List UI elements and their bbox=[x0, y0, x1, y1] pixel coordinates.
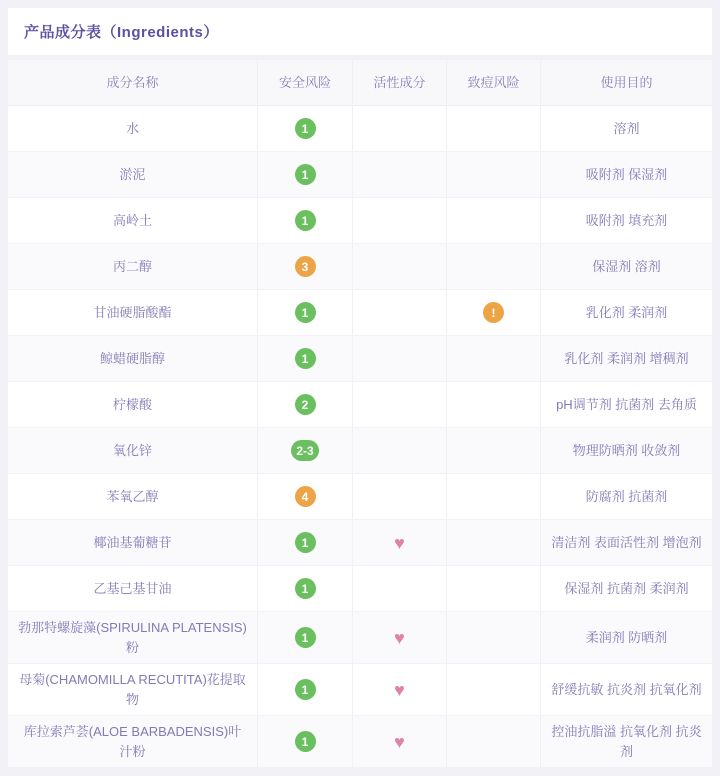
acne-risk-cell bbox=[447, 612, 541, 664]
safety-risk-cell bbox=[258, 198, 353, 244]
purpose-text: 清洁剂 表面活性剂 增泡剂 bbox=[551, 534, 702, 550]
ingredient-name: 苯氧乙醇 bbox=[106, 488, 159, 504]
ingredient-name-cell bbox=[8, 474, 258, 520]
table-row bbox=[8, 382, 712, 428]
active-ingredient-cell bbox=[353, 382, 447, 428]
active-ingredient-cell bbox=[353, 290, 447, 336]
ingredient-name: 水 bbox=[125, 120, 139, 136]
purpose-text: 乳化剂 柔润剂 bbox=[585, 304, 668, 320]
active-heart-icon: ♥ bbox=[394, 532, 405, 553]
safety-risk-cell bbox=[258, 152, 353, 198]
purpose-text: pH调节剂 抗菌剂 去角质 bbox=[556, 396, 697, 412]
active-ingredient-cell bbox=[353, 244, 447, 290]
active-ingredient-cell bbox=[353, 198, 447, 244]
safety-risk-cell bbox=[258, 474, 353, 520]
purpose-text: 溶剂 bbox=[613, 120, 640, 136]
table-row bbox=[8, 106, 712, 152]
purpose-cell bbox=[541, 520, 712, 566]
ingredient-name-cell bbox=[8, 106, 258, 152]
table-row bbox=[8, 290, 712, 336]
acne-risk-cell bbox=[447, 566, 541, 612]
purpose-cell bbox=[541, 336, 712, 382]
purpose-text: 舒缓抗敏 抗炎剂 抗氧化剂 bbox=[551, 681, 702, 697]
table-row bbox=[8, 428, 712, 474]
table-row bbox=[8, 612, 712, 664]
acne-risk-cell bbox=[447, 244, 541, 290]
active-ingredient-cell bbox=[353, 566, 447, 612]
column-header-acne: 致痘风险 bbox=[447, 60, 541, 106]
table-row bbox=[8, 198, 712, 244]
active-ingredient-cell bbox=[353, 612, 447, 664]
acne-risk-cell bbox=[447, 336, 541, 382]
table-body bbox=[8, 106, 712, 768]
ingredient-name: 乙基己基甘油 bbox=[93, 580, 172, 596]
purpose-cell bbox=[541, 244, 712, 290]
safety-risk-cell bbox=[258, 520, 353, 566]
ingredient-name-cell bbox=[8, 566, 258, 612]
safety-risk-cell bbox=[258, 244, 353, 290]
purpose-text: 物理防晒剂 收敛剂 bbox=[572, 442, 681, 458]
safety-risk-badge: 2-3 bbox=[291, 440, 318, 461]
active-ingredient-cell bbox=[353, 474, 447, 520]
active-ingredient-cell bbox=[353, 152, 447, 198]
ingredient-name: 丙二醇 bbox=[112, 258, 152, 274]
acne-risk-cell bbox=[447, 716, 541, 768]
active-ingredient-cell bbox=[353, 106, 447, 152]
purpose-cell bbox=[541, 612, 712, 664]
purpose-cell bbox=[541, 428, 712, 474]
ingredient-name: 甘油硬脂酸酯 bbox=[93, 304, 172, 320]
active-heart-icon: ♥ bbox=[394, 679, 405, 700]
safety-risk-badge: 1 bbox=[295, 627, 316, 648]
safety-risk-badge: 1 bbox=[295, 578, 316, 599]
ingredients-table bbox=[8, 60, 712, 768]
column-header-safety: 安全风险 bbox=[258, 60, 353, 106]
safety-risk-badge: 1 bbox=[295, 118, 316, 139]
acne-risk-cell bbox=[447, 198, 541, 244]
ingredient-name: 母菊(CHAMOMILLA RECUTITA)花提取物 bbox=[19, 672, 246, 707]
active-ingredient-cell bbox=[353, 428, 447, 474]
ingredient-name-cell bbox=[8, 664, 258, 716]
ingredient-name-cell bbox=[8, 612, 258, 664]
table-row bbox=[8, 474, 712, 520]
purpose-text: 乳化剂 柔润剂 增稠剂 bbox=[564, 350, 689, 366]
safety-risk-cell bbox=[258, 290, 353, 336]
purpose-cell bbox=[541, 664, 712, 716]
table-row bbox=[8, 566, 712, 612]
purpose-cell bbox=[541, 106, 712, 152]
acne-warning-icon: ! bbox=[483, 302, 504, 323]
ingredient-name-cell bbox=[8, 152, 258, 198]
ingredient-name: 高岭土 bbox=[112, 212, 152, 228]
ingredient-name: 椰油基葡糖苷 bbox=[93, 534, 172, 550]
table-row bbox=[8, 336, 712, 382]
purpose-text: 保湿剂 抗菌剂 柔润剂 bbox=[564, 580, 689, 596]
ingredient-name-cell bbox=[8, 290, 258, 336]
safety-risk-cell bbox=[258, 716, 353, 768]
purpose-text: 柔润剂 防晒剂 bbox=[585, 629, 668, 645]
purpose-text: 控油抗脂溢 抗氧化剂 抗炎剂 bbox=[551, 724, 702, 759]
active-ingredient-cell bbox=[353, 520, 447, 566]
table-row bbox=[8, 716, 712, 768]
table-row bbox=[8, 520, 712, 566]
acne-risk-cell bbox=[447, 152, 541, 198]
safety-risk-badge: 2 bbox=[295, 394, 316, 415]
purpose-cell bbox=[541, 566, 712, 612]
safety-risk-cell bbox=[258, 664, 353, 716]
acne-risk-cell bbox=[447, 106, 541, 152]
acne-risk-cell bbox=[447, 664, 541, 716]
purpose-cell bbox=[541, 152, 712, 198]
safety-risk-badge: 1 bbox=[295, 731, 316, 752]
purpose-cell bbox=[541, 474, 712, 520]
table-row bbox=[8, 664, 712, 716]
acne-risk-cell bbox=[447, 428, 541, 474]
ingredients-header-card bbox=[8, 8, 712, 55]
active-ingredient-cell bbox=[353, 664, 447, 716]
safety-risk-cell bbox=[258, 612, 353, 664]
acne-risk-cell bbox=[447, 474, 541, 520]
column-header-active: 活性成分 bbox=[353, 60, 447, 106]
purpose-cell bbox=[541, 198, 712, 244]
safety-risk-badge: 4 bbox=[295, 486, 316, 507]
active-ingredient-cell bbox=[353, 336, 447, 382]
ingredient-name: 淤泥 bbox=[119, 166, 146, 182]
ingredient-name-cell bbox=[8, 336, 258, 382]
table-row bbox=[8, 152, 712, 198]
acne-risk-cell bbox=[447, 382, 541, 428]
ingredient-name-cell bbox=[8, 716, 258, 768]
safety-risk-badge: 1 bbox=[295, 164, 316, 185]
acne-risk-cell bbox=[447, 520, 541, 566]
column-header-purpose: 使用目的 bbox=[541, 60, 712, 106]
purpose-text: 防腐剂 抗菌剂 bbox=[585, 488, 668, 504]
purpose-cell bbox=[541, 290, 712, 336]
safety-risk-cell bbox=[258, 382, 353, 428]
safety-risk-cell bbox=[258, 428, 353, 474]
purpose-text: 吸附剂 填充剂 bbox=[585, 212, 668, 228]
table-header-row bbox=[8, 60, 712, 106]
safety-risk-cell bbox=[258, 566, 353, 612]
ingredient-name-cell bbox=[8, 428, 258, 474]
safety-risk-cell bbox=[258, 336, 353, 382]
purpose-text: 保湿剂 溶剂 bbox=[592, 258, 661, 274]
active-ingredient-cell bbox=[353, 716, 447, 768]
ingredient-name: 鲸蜡硬脂醇 bbox=[99, 350, 165, 366]
ingredient-name-cell bbox=[8, 198, 258, 244]
purpose-cell bbox=[541, 382, 712, 428]
ingredient-name-cell bbox=[8, 244, 258, 290]
acne-risk-cell bbox=[447, 290, 541, 336]
ingredient-name: 柠檬酸 bbox=[112, 396, 152, 412]
purpose-text: 吸附剂 保湿剂 bbox=[585, 166, 668, 182]
safety-risk-badge: 1 bbox=[295, 348, 316, 369]
safety-risk-badge: 1 bbox=[295, 679, 316, 700]
page-title: 产品成分表（Ingredients） bbox=[24, 24, 219, 41]
safety-risk-cell bbox=[258, 106, 353, 152]
safety-risk-badge: 1 bbox=[295, 210, 316, 231]
safety-risk-badge: 1 bbox=[295, 532, 316, 553]
active-heart-icon: ♥ bbox=[394, 731, 405, 752]
safety-risk-badge: 1 bbox=[295, 302, 316, 323]
safety-risk-badge: 3 bbox=[295, 256, 316, 277]
ingredient-name: 库拉索芦荟(ALOE BARBADENSIS)叶汁粉 bbox=[23, 724, 242, 759]
purpose-cell bbox=[541, 716, 712, 768]
ingredient-name: 勃那特螺旋藻(SPIRULINA PLATENSIS)粉 bbox=[18, 620, 247, 655]
column-header-name: 成分名称 bbox=[8, 60, 258, 106]
ingredient-name-cell bbox=[8, 382, 258, 428]
active-heart-icon: ♥ bbox=[394, 627, 405, 648]
ingredient-name-cell bbox=[8, 520, 258, 566]
table-row bbox=[8, 244, 712, 290]
ingredient-name: 氧化锌 bbox=[112, 442, 152, 458]
